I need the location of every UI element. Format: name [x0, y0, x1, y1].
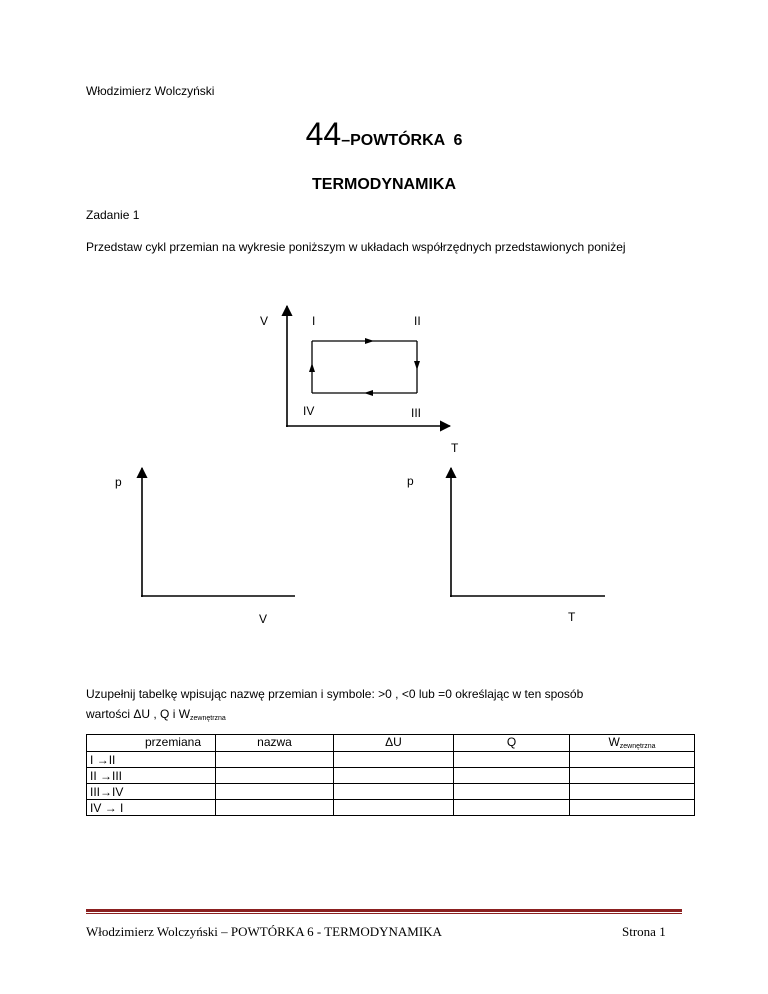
- cell-w[interactable]: [570, 800, 695, 816]
- title-label: POWTÓRKA 6: [350, 132, 463, 149]
- header-przemiana: przemiana: [87, 735, 216, 752]
- vt-point-i: I: [312, 314, 316, 328]
- vt-point-iii: III: [411, 406, 422, 420]
- header-w: [570, 735, 695, 752]
- process-from: I: [90, 752, 94, 767]
- cell-q[interactable]: [454, 784, 570, 800]
- row-process: [87, 784, 216, 800]
- cell-delta-u[interactable]: [334, 752, 454, 768]
- title-dash: –: [341, 132, 351, 149]
- header-w-main: W: [608, 735, 620, 749]
- fill-instruction-line2: [86, 707, 226, 726]
- cell-nazwa[interactable]: [216, 752, 334, 768]
- vt-point-ii: II: [414, 314, 421, 328]
- cell-q[interactable]: [454, 800, 570, 816]
- title-number: 44: [305, 116, 342, 152]
- footer-rule-thin: [86, 913, 682, 914]
- cell-delta-u[interactable]: [334, 800, 454, 816]
- task-name: Zadanie 1: [86, 208, 140, 222]
- header-w-sub: zewnętrzna: [619, 743, 656, 750]
- arrow-icon: →: [100, 768, 113, 783]
- footer-rule-thick: [86, 909, 682, 912]
- cell-nazwa[interactable]: [216, 768, 334, 784]
- cell-nazwa[interactable]: [216, 800, 334, 816]
- table-row: [87, 800, 695, 816]
- process-from: II: [90, 768, 97, 783]
- cell-q[interactable]: [454, 768, 570, 784]
- header-q: Q: [454, 735, 570, 752]
- vt-y-label: V: [260, 314, 269, 328]
- arrow-icon: →: [100, 784, 113, 799]
- table-row: [87, 768, 695, 784]
- header-author: Włodzimierz Wolczyński: [86, 84, 215, 98]
- page-subtitle: TERMODYNAMIKA: [312, 176, 456, 193]
- task-instruction: Przedstaw cykl przemian na wykresie poniższym w układach współrzędnych przedstawionych poniżej: [86, 240, 626, 254]
- table-row: [87, 784, 695, 800]
- header-nazwa: nazwa: [216, 735, 334, 752]
- arrow-iii-iv: [364, 390, 373, 396]
- process-from: IV: [90, 800, 102, 815]
- cell-w[interactable]: [570, 752, 695, 768]
- row-process: [87, 752, 216, 768]
- process-to: I: [120, 800, 124, 815]
- pv-y-label: p: [115, 475, 122, 489]
- arrow-iv-i: [309, 363, 315, 372]
- row-process: [87, 768, 216, 784]
- fill-instruction-sub: zewnętrzna: [190, 715, 226, 722]
- arrow-icon: →: [96, 752, 109, 767]
- processes-table: [86, 734, 695, 816]
- table-header-row: [87, 735, 695, 752]
- cell-w[interactable]: [570, 768, 695, 784]
- fill-instruction-line1: Uzupełnij tabelkę wpisując nazwę przemian i symbole: >0 , <0 lub =0 określając w ten sposób: [86, 687, 584, 701]
- footer-page-number: Strona 1: [622, 924, 666, 939]
- footer-left: Włodzimierz Wolczyński – POWTÓRKA 6 - TERMODYNAMIKA: [86, 924, 442, 939]
- vt-x-label: T: [451, 441, 459, 455]
- arrow-i-ii: [365, 338, 374, 344]
- cell-nazwa[interactable]: [216, 784, 334, 800]
- cell-q[interactable]: [454, 752, 570, 768]
- pv-axes: [141, 468, 295, 597]
- process-to: III: [112, 768, 123, 783]
- vt-point-iv: IV: [303, 404, 315, 418]
- process-to: II: [108, 752, 116, 767]
- fill-instruction-main: wartości ΔU , Q i W: [86, 707, 191, 721]
- row-process: [87, 800, 216, 816]
- cell-delta-u[interactable]: [334, 768, 454, 784]
- arrow-icon: →: [104, 800, 117, 815]
- vt-cycle: [309, 338, 420, 396]
- cell-delta-u[interactable]: [334, 784, 454, 800]
- pt-axes: [450, 468, 605, 597]
- pt-y-label: p: [407, 474, 414, 488]
- pv-x-label: V: [259, 612, 268, 626]
- process-from: III: [90, 784, 101, 799]
- cell-w[interactable]: [570, 784, 695, 800]
- pt-x-label: T: [568, 610, 576, 624]
- process-to: IV: [112, 784, 124, 799]
- table-row: [87, 752, 695, 768]
- header-delta-u: ΔU: [334, 735, 454, 752]
- arrow-ii-iii: [414, 361, 420, 370]
